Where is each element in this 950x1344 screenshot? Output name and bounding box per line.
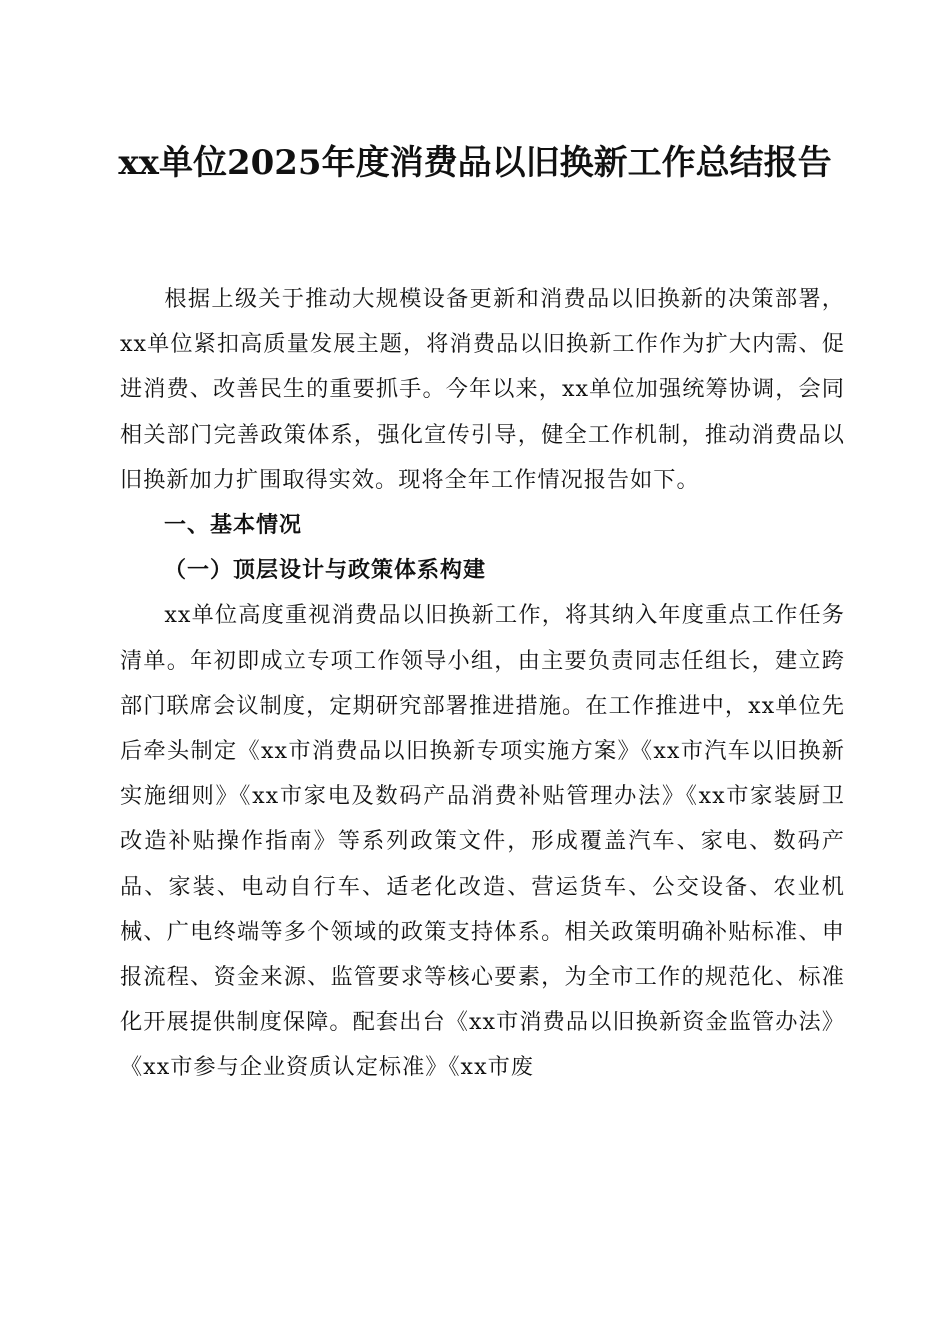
section-heading-basic-situation: 一、基本情况 bbox=[164, 513, 303, 539]
subsection-heading-top-level-design: （一）顶层设计与政策体系构建 bbox=[164, 557, 487, 584]
subsection-paragraph: xx单位高度重视消费品以旧换新工作，将其纳入年度重点工作任务清单。年初即成立专项工作领导小组，由主要负责同志任组长，建立跨部门联席会议制度，定期研究部署推进措施。在工作推进中，xx单位先后牵头制定《xx市消费品以旧换新专项实施方案》《xx市汽车以旧换新实施细则》《xx市家电及数码产品消费补贴管理办法》《xx市家装厨卫改造补贴操作指南》等系列政策文件，形成覆盖汽车、家电、数码产品、家装、电动自行车、适老化改造、营运货车、公交设备、农业机械、广电终端等多个领域的政策支持体系。相关政策明确补贴标准、申报流程、资金来源、监管要求等核心要素，为全市工作的规范化、标准化开展提供制度保障。配套出台《xx市消费品以旧换新资金监管办法》《xx市参与企业资质认定标准》《xx市废 bbox=[120, 602, 845, 1081]
intro-paragraph: 根据上级关于推动大规模设备更新和消费品以旧换新的决策部署，xx单位紧扣高质量发展主题，将消费品以旧换新工作作为扩大内需、促进消费、改善民生的重要抓手。今年以来，xx单位加强统筹协调，会同相关部门完善政策体系，强化宣传引导，健全工作机制，推动消费品以旧换新加力扩围取得实效。现将全年工作情况报告如下。 bbox=[120, 286, 845, 493]
document-title: xx单位2025年度消费品以旧换新工作总结报告 bbox=[118, 143, 832, 183]
document-body bbox=[120, 277, 845, 1091]
